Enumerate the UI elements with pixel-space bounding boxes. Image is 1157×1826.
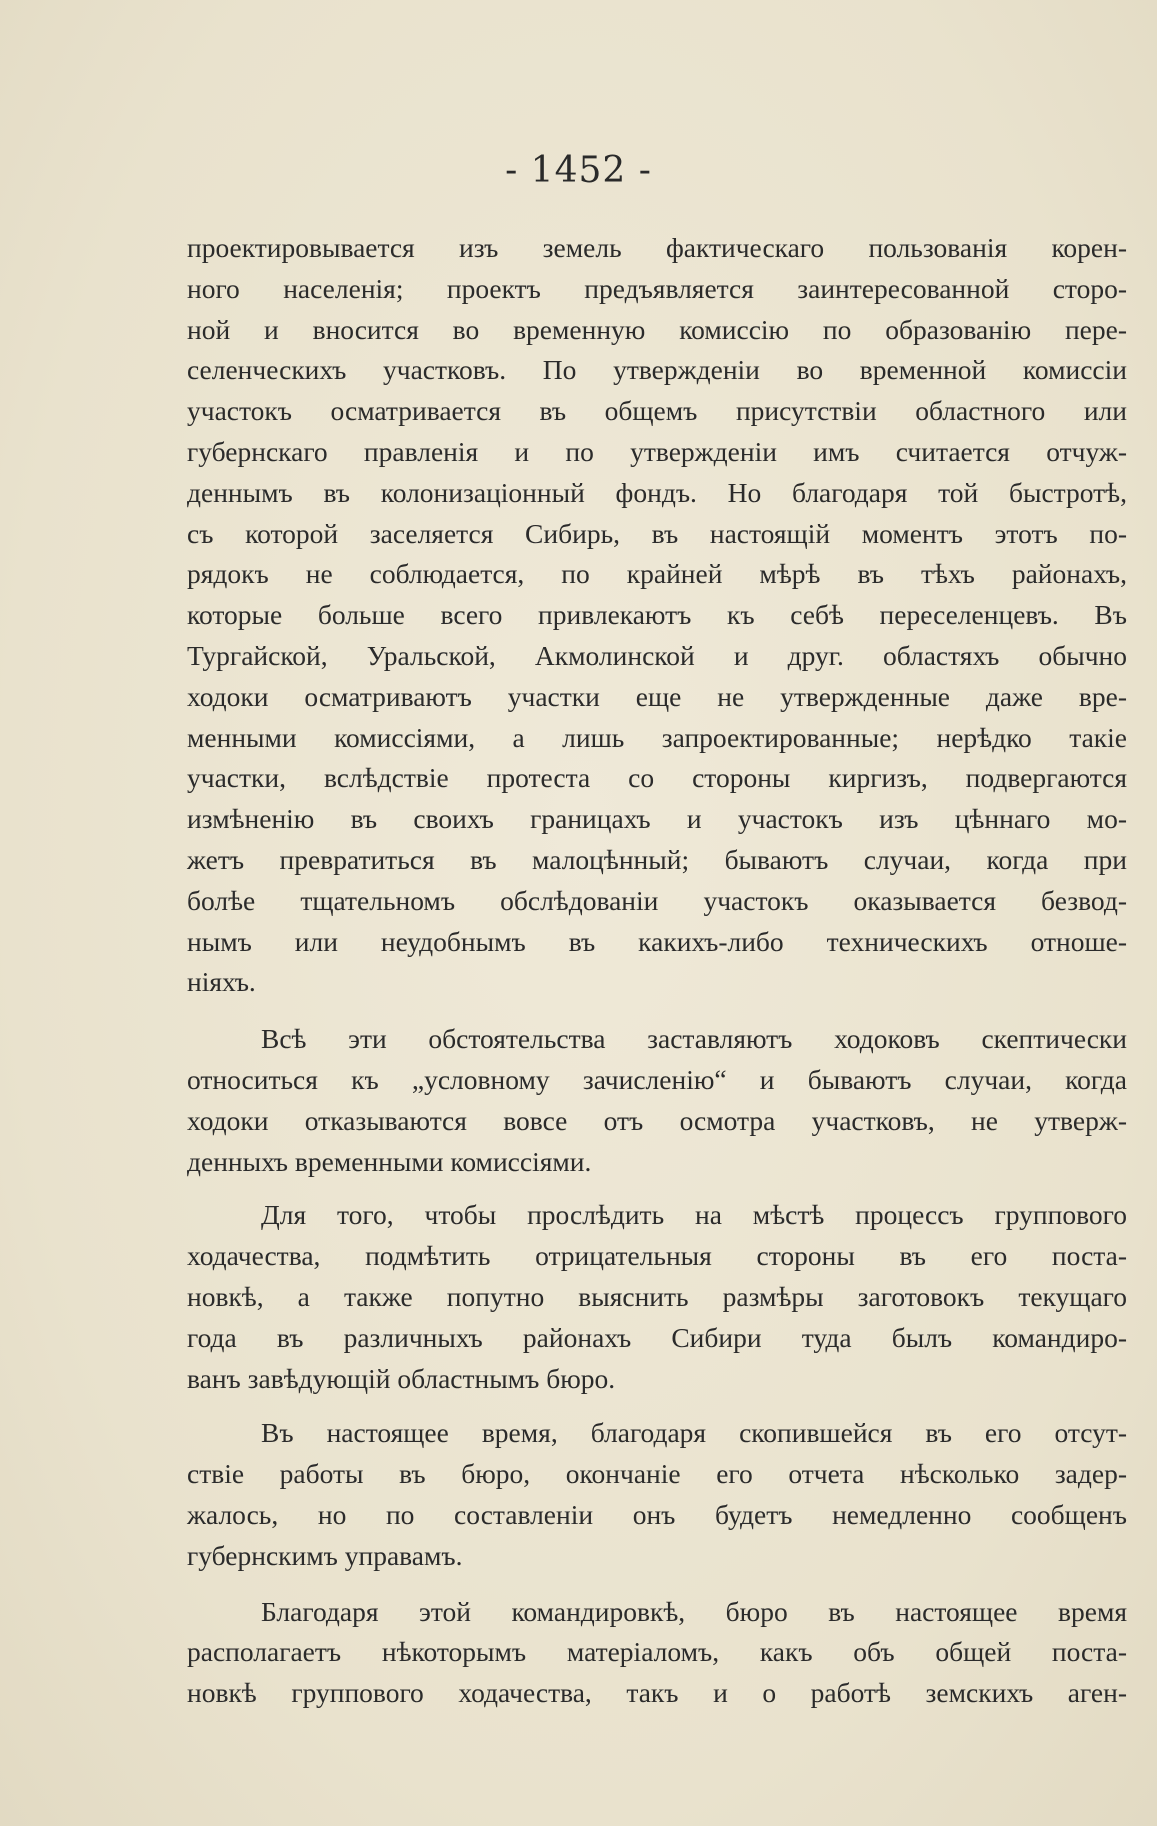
paragraph-3: [187, 1195, 1127, 1399]
text-line: года въ различныхъ районахъ Сибири туда былъ командиро-: [187, 1321, 1127, 1353]
text-line: участокъ осматривается въ общемъ присутствіи областного или: [187, 395, 1127, 427]
text-line: ніяхъ.: [187, 966, 256, 998]
text-line: рядокъ не соблюдается, по крайней мѣрѣ въ тѣхъ районахъ,: [187, 558, 1127, 590]
text-line: деннымъ въ колонизаціонный фондъ. Но благодаря той быстротѣ,: [187, 476, 1127, 508]
text-line: ванъ завѣдующій областнымъ бюро.: [187, 1362, 616, 1394]
text-line: губернскаго правленія и по утвержденіи имъ считается отчуж-: [187, 435, 1127, 467]
text-line: измѣненію въ своихъ границахъ и участокъ изъ цѣннаго мо-: [187, 803, 1127, 835]
text-line: ходоки осматриваютъ участки еще не утвержденные даже вре-: [187, 680, 1127, 712]
text-line: новкѣ группового ходачества, такъ и о работѣ земскихъ аген-: [187, 1677, 1127, 1709]
text-line: которые больше всего привлекаютъ къ себѣ переселенцевъ. Въ: [187, 599, 1127, 631]
paragraph-1: [187, 228, 1127, 1003]
text-line: относиться къ „условному зачисленію“ и бываютъ случаи, когда: [187, 1063, 1127, 1095]
text-line: Въ настоящее время, благодаря скопившейся въ его отсут-: [261, 1417, 1127, 1449]
text-line: жалось, но по составленіи онъ будетъ немедленно сообщенъ: [187, 1498, 1127, 1530]
text-line: губернскимъ управамъ.: [187, 1539, 463, 1571]
text-line: проектировывается изъ земель фактическаго пользованія корен-: [187, 232, 1127, 263]
page-number: - 1452 -: [505, 150, 652, 191]
text-line: новкѣ, а также попутно выяснить размѣры заготовокъ текущаго: [187, 1280, 1127, 1312]
text-line: селенческихъ участковъ. По утвержденіи во временной комиссіи: [187, 354, 1127, 386]
text-line: участки, вслѣдствіе протеста со стороны киргизъ, подвергаются: [187, 762, 1127, 794]
text-line: болѣе тщательномъ обслѣдованіи участокъ оказывается безвод-: [187, 884, 1127, 916]
text-line: Для того, чтобы прослѣдить на мѣстѣ процессъ группового: [261, 1199, 1127, 1231]
text-line: ходоки отказываются вовсе отъ осмотра участковъ, не утверж-: [187, 1104, 1127, 1136]
text-line: жетъ превратиться въ малоцѣнный; бываютъ случаи, когда при: [187, 843, 1127, 875]
paragraph-5: [187, 1592, 1127, 1714]
text-line: ходачества, подмѣтить отрицательныя стороны въ его поста-: [187, 1240, 1127, 1272]
text-line: менными комиссіями, а лишь запроектированные; нерѣдко такіе: [187, 721, 1127, 753]
text-line: ной и вносится во временную комиссію по образованію пере-: [187, 313, 1127, 345]
text-line: Тургайской, Уральской, Акмолинской и друг. областяхъ обычно: [187, 639, 1127, 671]
text-line: Всѣ эти обстоятельства заставляютъ ходоковъ скептически: [261, 1023, 1127, 1055]
text-line: ствіе работы въ бюро, окончаніе его отчета нѣсколько задер-: [187, 1458, 1127, 1490]
text-line: съ которой заселяется Сибирь, въ настоящій моментъ этотъ по-: [187, 517, 1127, 549]
text-line: денныхъ временными комиссіями.: [187, 1145, 592, 1177]
text-line: ного населенія; проектъ предъявляется заинтересованной сторо-: [187, 272, 1127, 304]
body-text: [187, 228, 1127, 1714]
text-line: располагаетъ нѣкоторымъ матеріаломъ, какъ объ общей поста-: [187, 1636, 1127, 1668]
text-line: нымъ или неудобнымъ въ какихъ-либо техническихъ отноше-: [187, 925, 1127, 957]
paragraph-4: [187, 1413, 1127, 1576]
paragraph-2: [187, 1019, 1127, 1182]
text-line: Благодаря этой командировкѣ, бюро въ настоящее время: [261, 1595, 1127, 1627]
